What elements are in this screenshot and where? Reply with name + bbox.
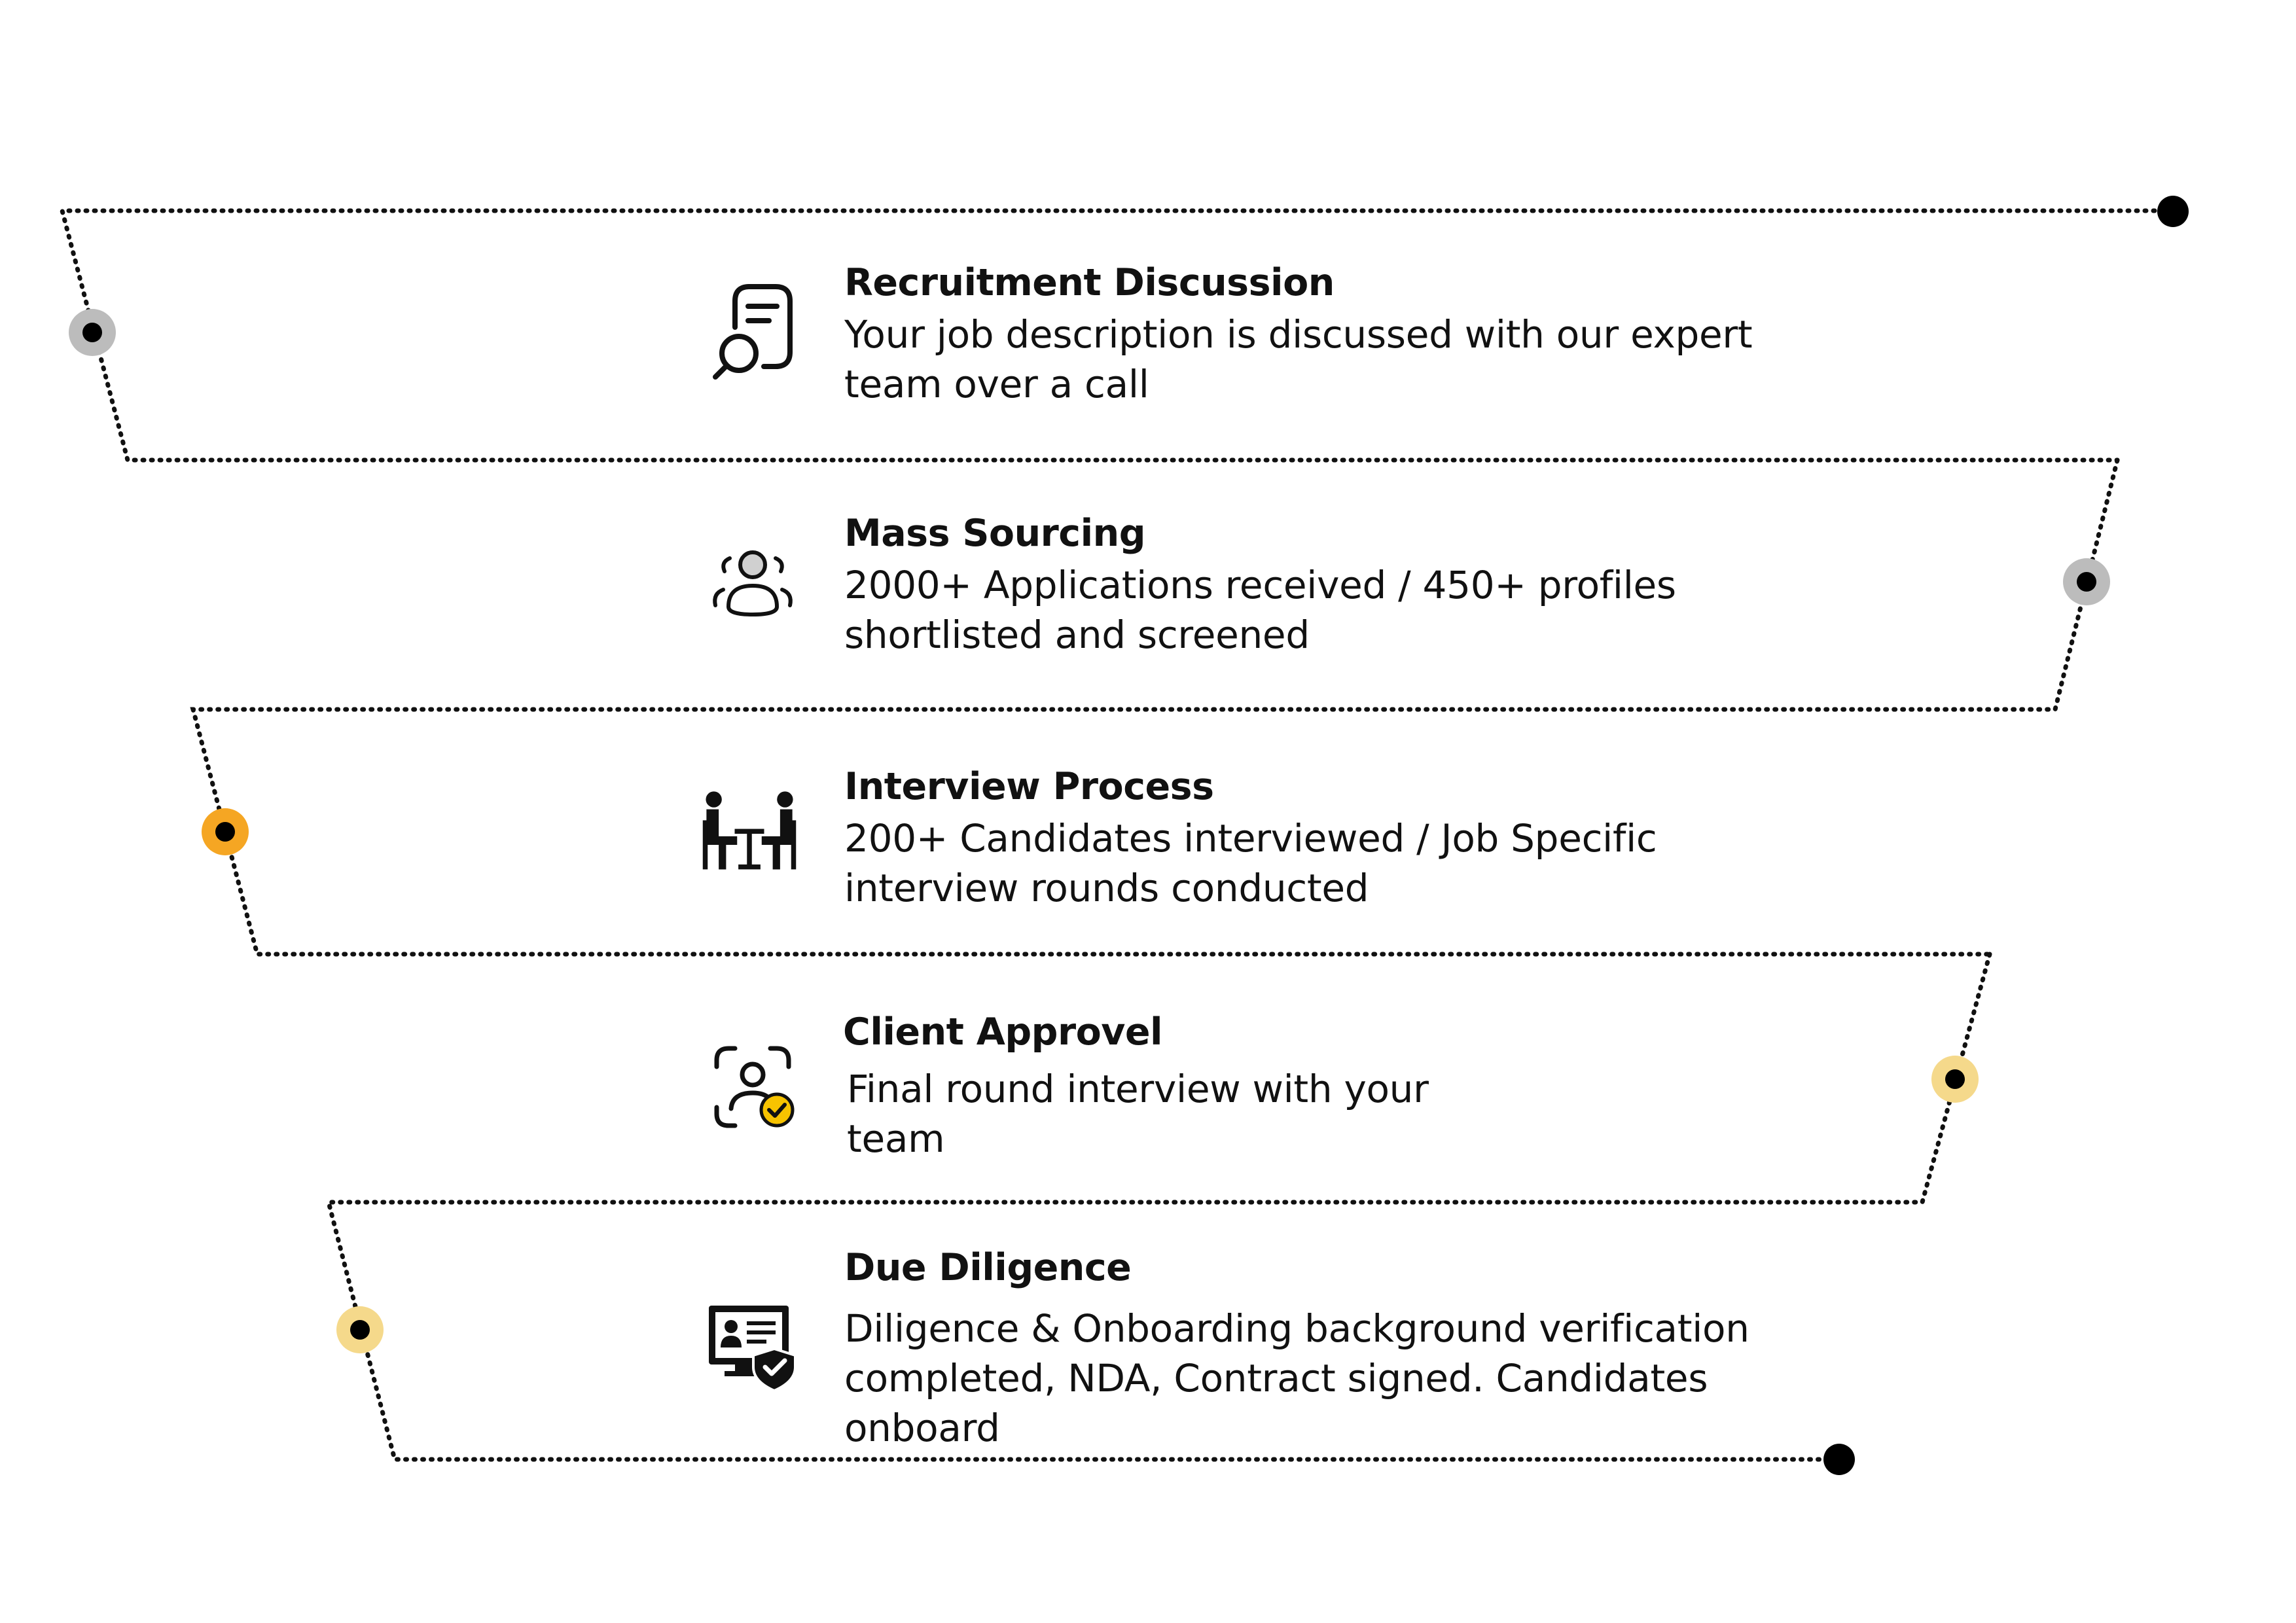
step-title: Recruitment Discussion: [844, 261, 1335, 304]
step-description: Diligence & Onboarding background verification completed, NDA, Contract signed. Candidates onboard: [844, 1306, 1749, 1450]
path-end-dot-top: [2157, 196, 2189, 227]
step-title: Mass Sourcing: [844, 512, 1145, 555]
user-check-icon: [704, 1041, 802, 1139]
step-description: Your job description is discussed with our expert team over a call: [844, 312, 1753, 406]
step-node-1: [69, 309, 116, 356]
step-node-4: [1931, 1056, 1979, 1103]
id-verified-monitor-icon: [704, 1299, 802, 1397]
step-title: Due Diligence: [844, 1246, 1132, 1289]
step-4: [843, 1008, 1475, 1164]
people-group-icon: [704, 533, 802, 632]
step-3: [844, 762, 1761, 913]
step-1: [844, 259, 1826, 409]
step-description: 200+ Candidates interviewed / Job Specific interview rounds conducted: [844, 816, 1657, 910]
step-title: Client Approvel: [843, 1010, 1163, 1054]
step-node-5: [336, 1306, 384, 1353]
step-node-3: [202, 808, 249, 855]
step-5: [844, 1243, 1852, 1453]
step-node-2: [2063, 558, 2110, 605]
interview-table-icon: [700, 785, 798, 883]
step-title: Interview Process: [844, 765, 1214, 808]
document-search-icon: [704, 281, 802, 380]
step-description: 2000+ Applications received / 450+ profiles shortlisted and screened: [844, 563, 1676, 657]
step-2: [844, 509, 1708, 660]
step-description: Final round interview with your team: [847, 1067, 1429, 1161]
